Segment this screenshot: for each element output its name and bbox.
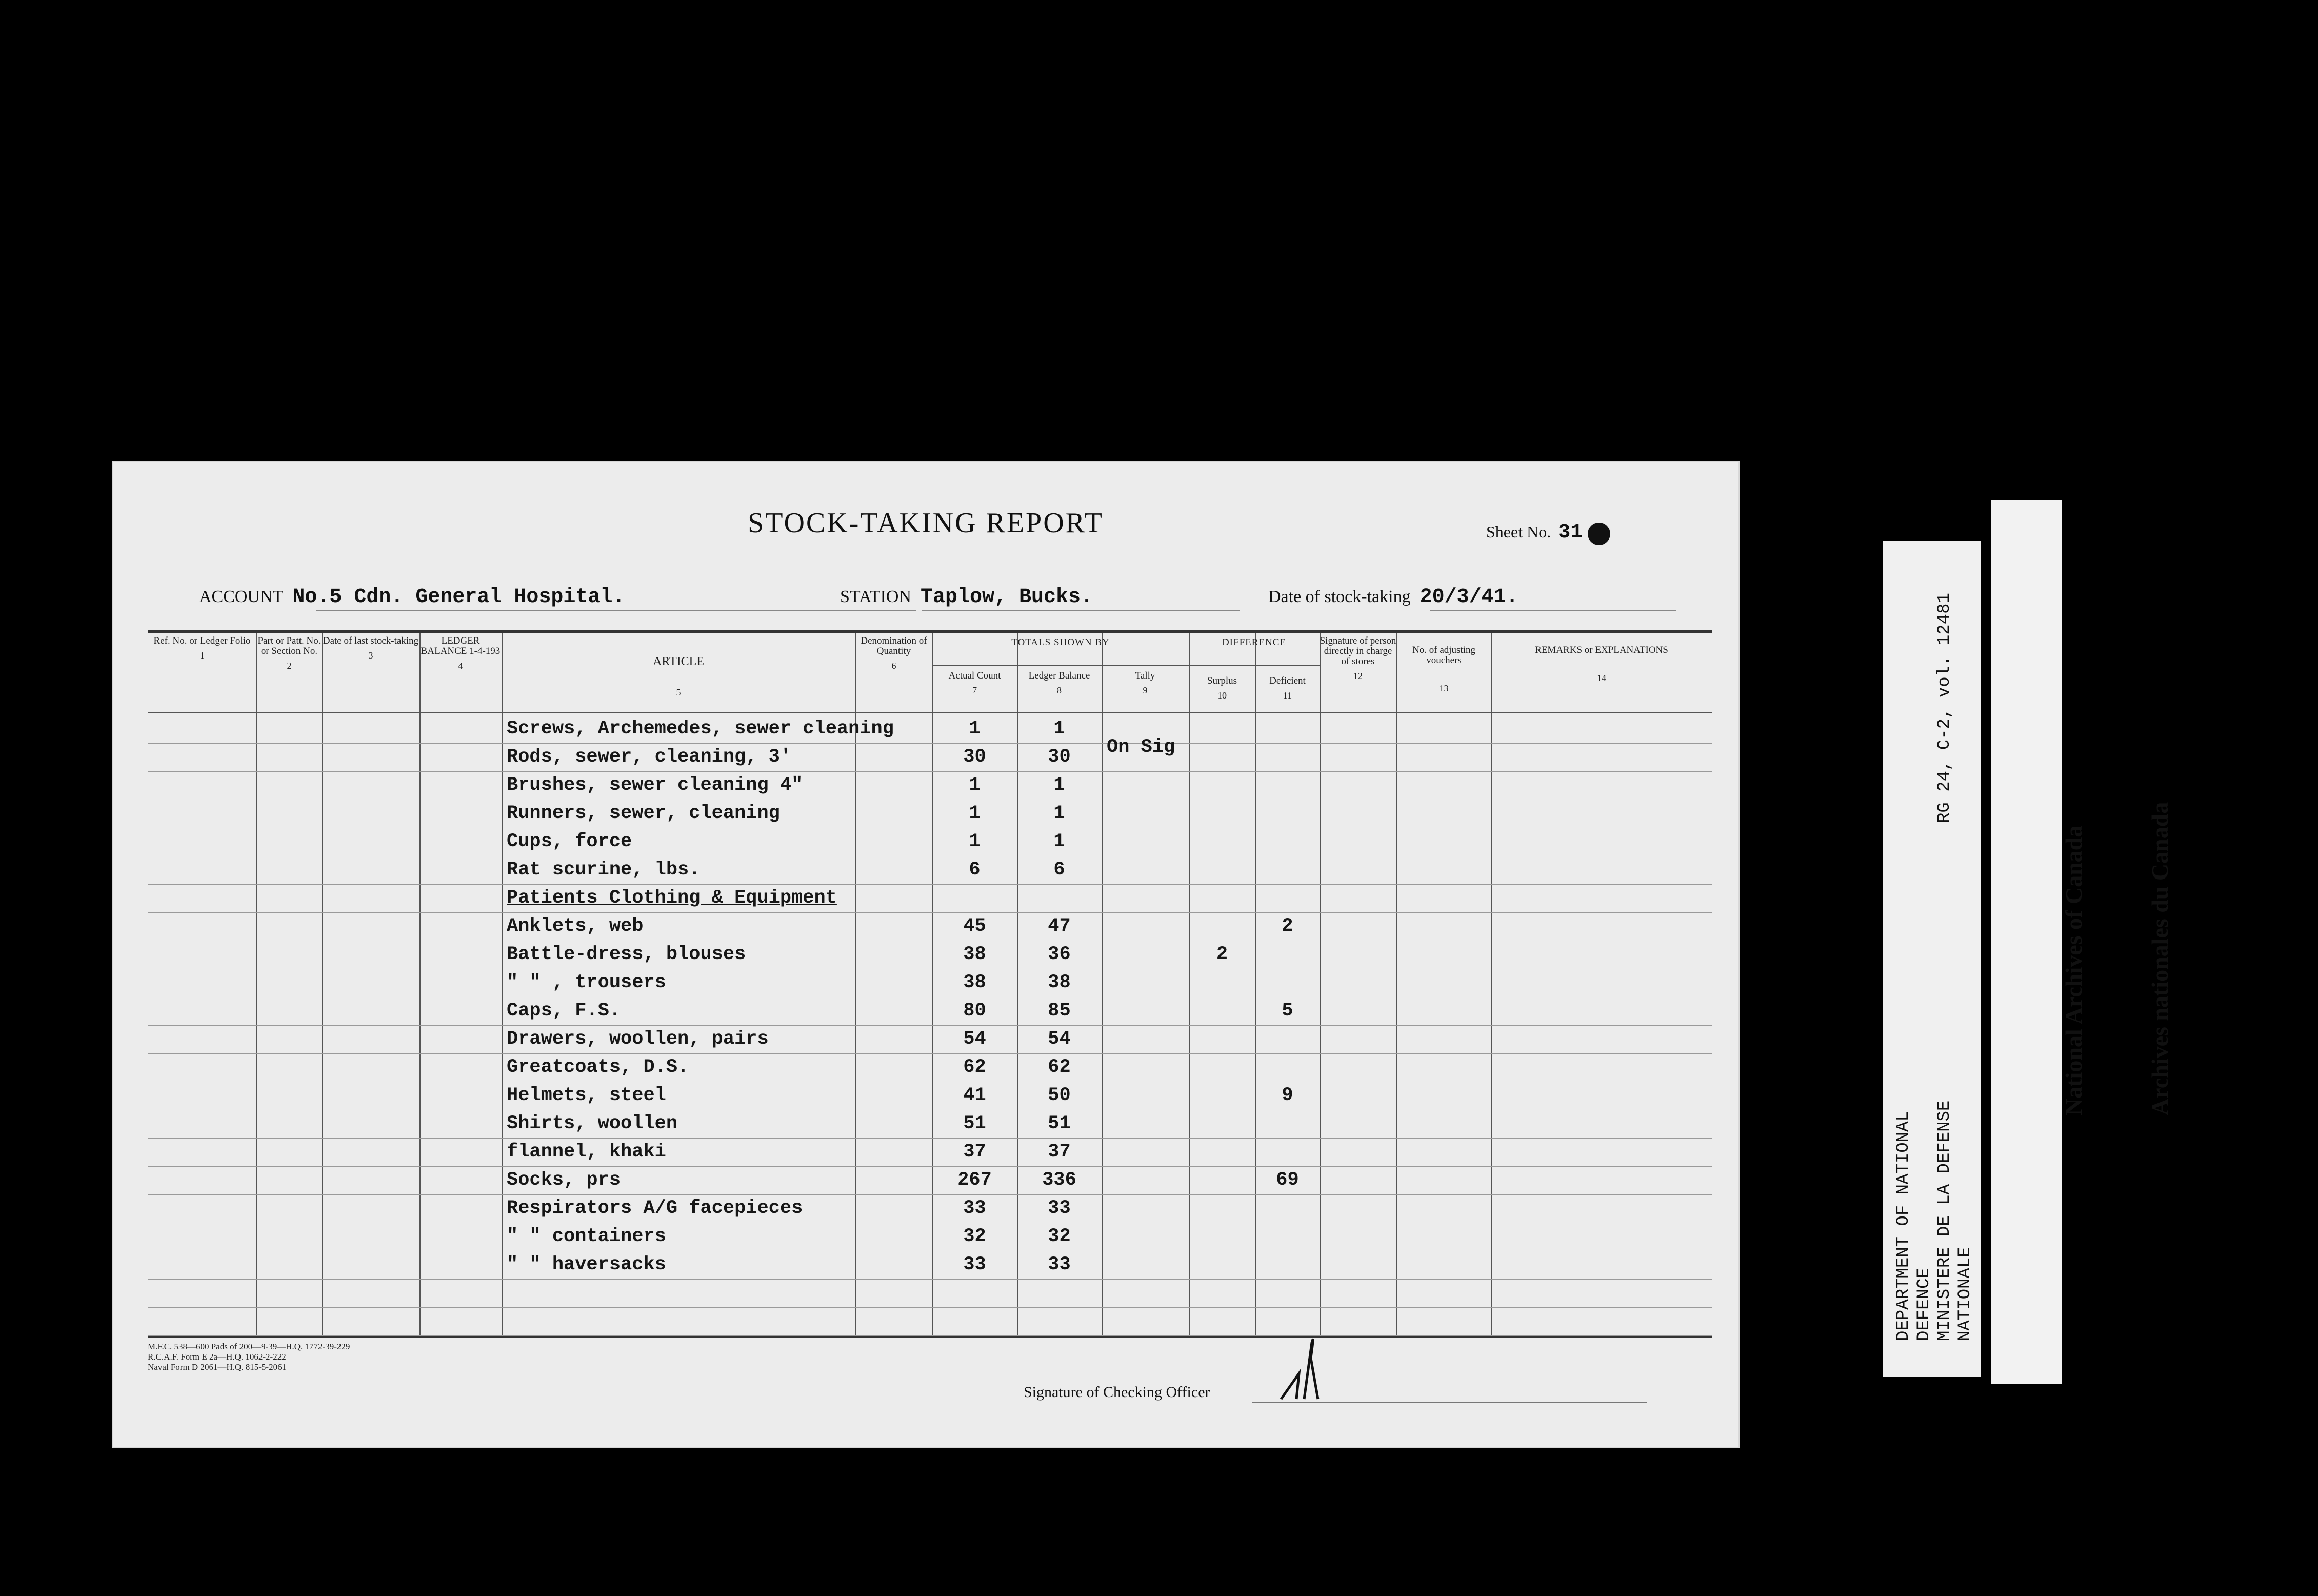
col-denomination: Denomination of Quantity 6 (861, 635, 927, 671)
cell-ledger: 36 (1048, 944, 1071, 965)
cell-ledger: 54 (1048, 1028, 1071, 1050)
totals-group-header: TOTALS SHOWN BY (1011, 637, 1110, 648)
cell-article: Drawers, woollen, pairs (507, 1028, 769, 1050)
cell-actual: 45 (963, 915, 986, 937)
station-label: STATION (840, 587, 911, 606)
station-value: Taplow, Bucks. (920, 586, 1093, 609)
col-deficient: Deficient 11 (1269, 675, 1306, 701)
signature-label: Signature of Checking Officer (1024, 1384, 1210, 1401)
col-tally: Tally 9 (1135, 670, 1155, 695)
cell-actual: 80 (963, 1000, 986, 1022)
cell-article: Greatcoats, D.S. (507, 1056, 689, 1078)
table-row (148, 1000, 1712, 1026)
table-row (148, 1113, 1712, 1139)
cell-actual: 62 (963, 1056, 986, 1078)
cell-actual: 41 (963, 1085, 986, 1106)
cell-actual: 51 (963, 1113, 986, 1134)
cell-actual: 1 (969, 718, 981, 740)
cell-article: " " haversacks (507, 1254, 666, 1275)
cell-article: Socks, prs (507, 1169, 621, 1191)
station-field (840, 586, 1093, 609)
archives-card: National Archives of Canada Archives nationales du Canada (1991, 500, 2062, 1384)
cell-deficient: 69 (1276, 1169, 1299, 1191)
cell-ledger: 33 (1048, 1198, 1071, 1219)
cell-article: Runners, sewer, cleaning (507, 803, 780, 824)
cell-ledger: 38 (1048, 972, 1071, 993)
sheet-number (1486, 521, 1610, 545)
col-signature: Signature of person directly in charge of stores 12 (1320, 635, 1396, 681)
table-row (148, 1169, 1712, 1195)
table-row (148, 746, 1712, 772)
punch-hole (1588, 523, 1610, 545)
sheet-label: Sheet No. (1486, 523, 1551, 541)
cell-actual: 38 (963, 972, 986, 993)
col-date-last: Date of last stock-taking 3 (323, 635, 419, 661)
cell-article: flannel, khaki (507, 1141, 666, 1163)
cell-ledger: 85 (1048, 1000, 1071, 1022)
cell-actual: 54 (963, 1028, 986, 1050)
cell-ledger: 51 (1048, 1113, 1071, 1134)
cell-actual: 1 (969, 831, 981, 852)
table-row (148, 1056, 1712, 1082)
cell-ledger: 33 (1048, 1254, 1071, 1275)
table-row (148, 1226, 1712, 1251)
date-value: 20/3/41. (1420, 586, 1518, 609)
account-label: ACCOUNT (199, 587, 284, 606)
cell-actual: 6 (969, 859, 981, 881)
cell-actual: 33 (963, 1254, 986, 1275)
col-ledger-balance: LEDGER BALANCE 1-4-193 4 (421, 635, 501, 671)
cell-article: Caps, F.S. (507, 1000, 621, 1022)
cell-article: Patients Clothing & Equipment (507, 887, 837, 909)
cell-actual: 1 (969, 803, 981, 824)
col-ledger: Ledger Balance 8 (1028, 670, 1090, 695)
cell-ledger: 1 (1053, 803, 1065, 824)
difference-group-header: DIFFERENCE (1222, 637, 1287, 648)
cell-article: " " containers (507, 1226, 666, 1247)
form-title: STOCK-TAKING REPORT (748, 507, 1104, 539)
table-row (148, 1198, 1712, 1223)
cell-actual: 32 (963, 1226, 986, 1247)
cell-ledger: 62 (1048, 1056, 1071, 1078)
table-row (148, 859, 1712, 885)
col-remarks: REMARKS or EXPLANATIONS 14 (1535, 645, 1668, 683)
stock-taking-form (112, 461, 1740, 1448)
cell-article: Brushes, sewer cleaning 4" (507, 774, 803, 796)
row-ruling (148, 1307, 1712, 1308)
table-row (148, 1028, 1712, 1054)
cell-ledger: 30 (1048, 746, 1071, 768)
cell-article: Respirators A/G facepieces (507, 1198, 803, 1219)
cell-ledger: 1 (1053, 774, 1065, 796)
archive-reference-label: RG 24, C-2, vol. 12481 DEPARTMENT OF NATIONAL DEFENCE MINISTERE DE LA DEFENSE NATIONALE (1883, 541, 1981, 1377)
cell-article: " " , trousers (507, 972, 666, 993)
cell-actual: 38 (963, 944, 986, 965)
cell-article: Helmets, steel (507, 1085, 666, 1106)
form-footer: M.F.C. 538—600 Pads of 200—9-39—H.Q. 1772-39-229 R.C.A.F. Form E 2a—H.Q. 1062-2-222 Naval Form D 2061—H.Q. 815-5-2061 (148, 1342, 350, 1372)
cell-article: Shirts, woollen (507, 1113, 678, 1134)
cell-deficient: 9 (1282, 1085, 1293, 1106)
sheet-value: 31 (1558, 521, 1583, 544)
table-row (148, 972, 1712, 998)
cell-ledger: 37 (1048, 1141, 1071, 1163)
cell-ledger: 47 (1048, 915, 1071, 937)
row-ruling (148, 1335, 1712, 1336)
table-row (148, 1141, 1712, 1167)
checking-officer-signature (1271, 1327, 1343, 1409)
cell-tally: On Sig (1107, 736, 1175, 758)
cell-ledger: 336 (1042, 1169, 1076, 1191)
cell-article: Rat scurine, lbs. (507, 859, 701, 881)
col-ref-no: Ref. No. or Ledger Folio 1 (153, 635, 251, 661)
stock-table (148, 630, 1712, 1338)
account-field (199, 586, 625, 609)
table-row (148, 831, 1712, 856)
table-row (148, 1085, 1712, 1110)
table-row (148, 915, 1712, 941)
table-row (148, 774, 1712, 800)
cell-ledger: 50 (1048, 1085, 1071, 1106)
cell-ledger: 1 (1053, 831, 1065, 852)
date-label: Date of stock-taking (1268, 587, 1411, 606)
table-row (148, 1254, 1712, 1280)
cell-article: Anklets, web (507, 915, 644, 937)
cell-ledger: 32 (1048, 1226, 1071, 1247)
cell-actual: 267 (957, 1169, 992, 1191)
cell-actual: 1 (969, 774, 981, 796)
date-field (1268, 586, 1518, 609)
table-row (148, 803, 1712, 828)
cell-article: Screws, Archemedes, sewer cleaning (507, 718, 894, 740)
col-vouchers: No. of adjusting vouchers 13 (1412, 645, 1475, 693)
col-actual-count: Actual Count 7 (948, 670, 1001, 695)
table-row (148, 887, 1712, 913)
cell-deficient: 5 (1282, 1000, 1293, 1022)
col-surplus: Surplus 10 (1207, 675, 1237, 701)
cell-article: Rods, sewer, cleaning, 3' (507, 746, 792, 768)
col-article: ARTICLE 5 (653, 655, 704, 697)
cell-actual: 30 (963, 746, 986, 768)
cell-deficient: 2 (1282, 915, 1293, 937)
cell-actual: 33 (963, 1198, 986, 1219)
cell-article: Battle-dress, blouses (507, 944, 746, 965)
cell-ledger: 6 (1053, 859, 1065, 881)
cell-article: Cups, force (507, 831, 632, 852)
cell-surplus: 2 (1216, 944, 1228, 965)
cell-actual: 37 (963, 1141, 986, 1163)
cell-ledger: 1 (1053, 718, 1065, 740)
table-row (148, 944, 1712, 969)
col-part-no: Part or Patt. No. or Section No. 2 (257, 635, 321, 671)
account-value: No.5 Cdn. General Hospital. (292, 586, 625, 609)
